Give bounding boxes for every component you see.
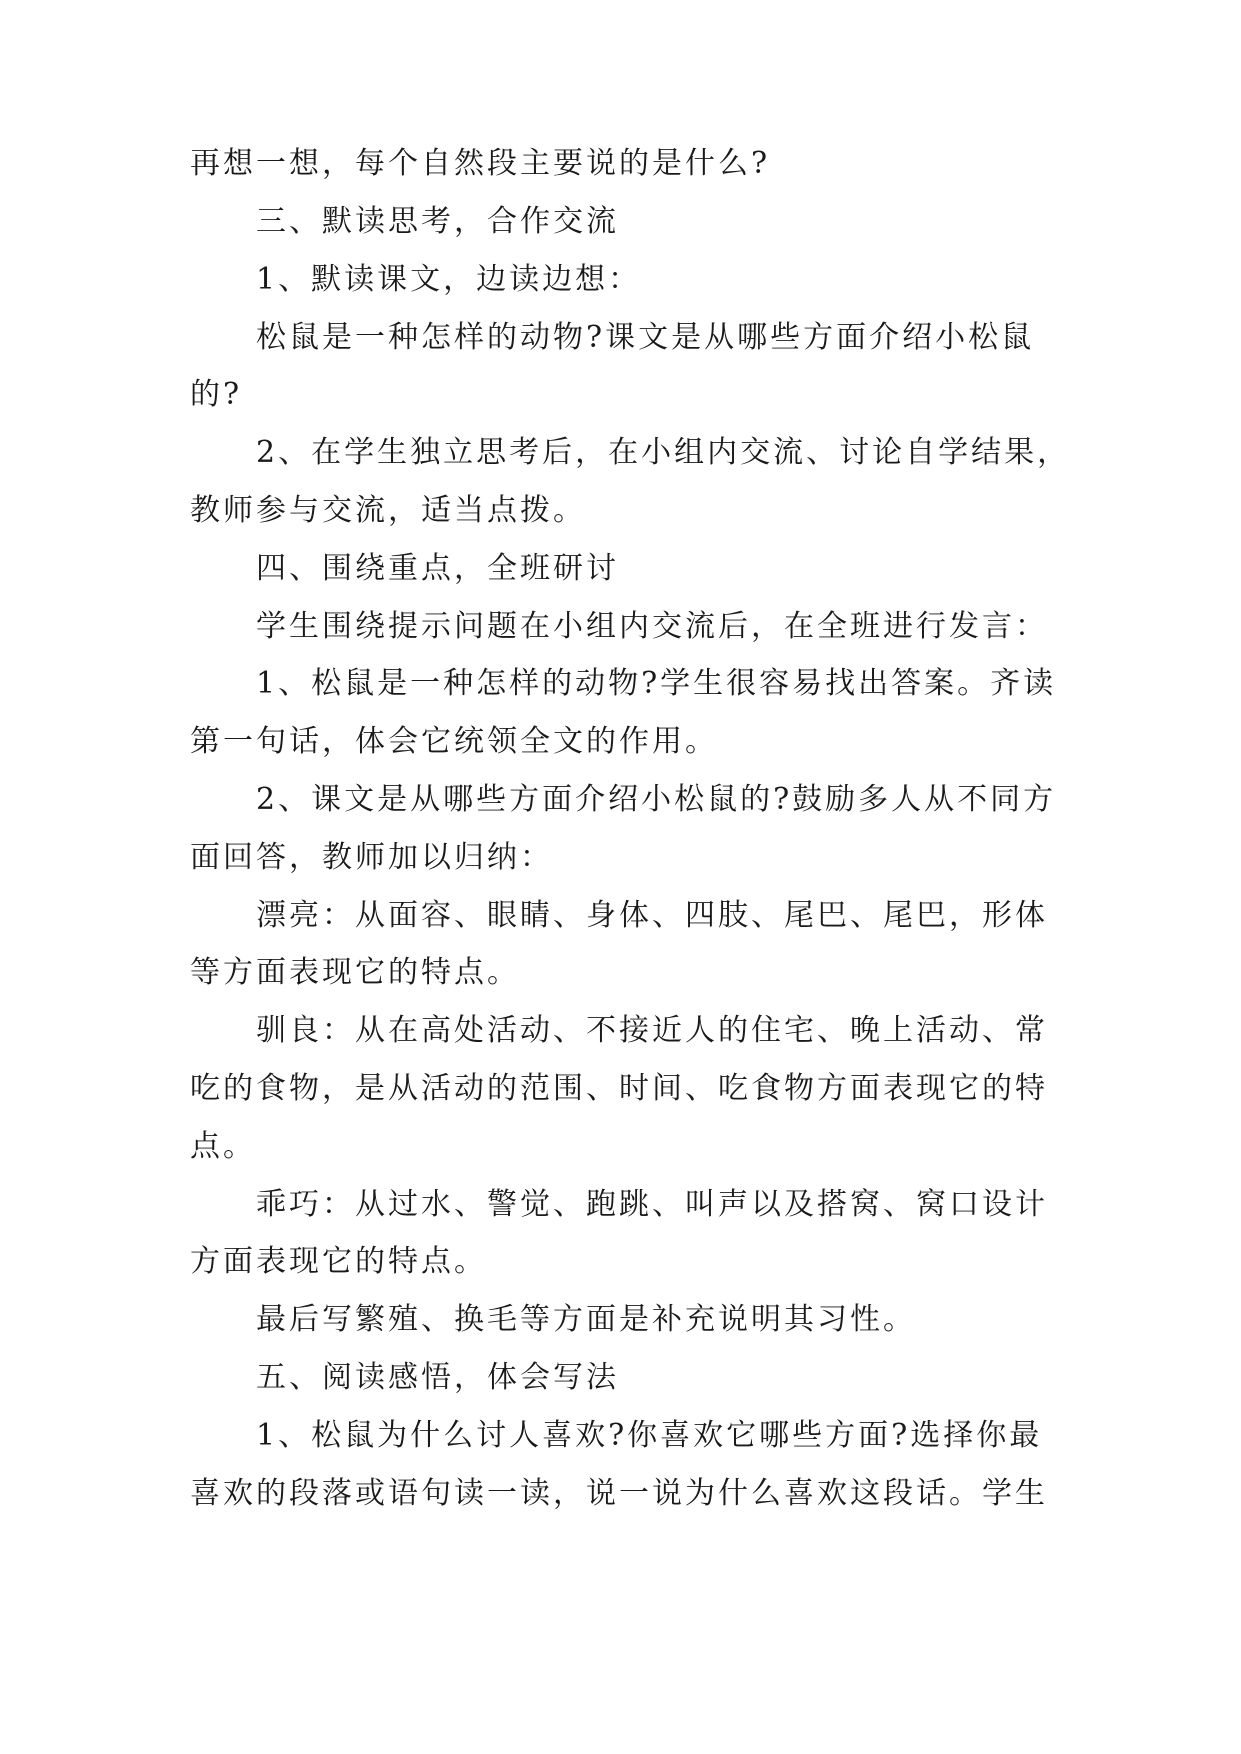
text-line: 点。: [190, 1129, 256, 1164]
text-line: 再想一想，每个自然段主要说的是什么?: [190, 146, 771, 181]
text-line: 驯良：从在高处活动、不接近人的住宅、晚上活动、常: [256, 1013, 1048, 1048]
text-line: 1、松鼠是一种怎样的动物?学生很容易找出答案。齐读: [256, 666, 1057, 701]
text-line: 第一句话，体会它统领全文的作用。: [190, 724, 718, 759]
text-line: 方面表现它的特点。: [190, 1244, 487, 1279]
text-line: 的?: [190, 377, 243, 412]
text-line: 漂亮：从面容、眼睛、身体、四肢、尾巴、尾巴，形体: [256, 898, 1048, 933]
text-line: 学生围绕提示问题在小组内交流后，在全班进行发言：: [256, 609, 1048, 644]
text-line: 2、在学生独立思考后，在小组内交流、讨论自学结果，: [256, 435, 1071, 470]
text-line: 松鼠是一种怎样的动物?课文是从哪些方面介绍小松鼠: [256, 320, 1035, 355]
text-line: 2、课文是从哪些方面介绍小松鼠的?鼓励多人从不同方: [256, 782, 1057, 817]
section-heading: 四、围绕重点，全班研讨: [256, 551, 619, 586]
text-line: 教师参与交流，适当点拨。: [190, 493, 586, 528]
section-heading: 五、阅读感悟，体会写法: [256, 1360, 619, 1395]
text-line: 乖巧：从过水、警觉、跑跳、叫声以及搭窝、窝口设计: [256, 1187, 1048, 1222]
text-line: 喜欢的段落或语句读一读，说一说为什么喜欢这段话。学生: [190, 1476, 1048, 1511]
text-line: 1、松鼠为什么讨人喜欢?你喜欢它哪些方面?选择你最: [256, 1418, 1043, 1453]
text-line: 1、默读课文，边读边想：: [256, 262, 642, 297]
text-line: 最后写繁殖、换毛等方面是补充说明其习性。: [256, 1302, 916, 1337]
text-line: 面回答，教师加以归纳：: [190, 840, 553, 875]
text-line: 吃的食物，是从活动的范围、时间、吃食物方面表现它的特: [190, 1071, 1048, 1106]
section-heading: 三、默读思考，合作交流: [256, 204, 619, 239]
text-line: 等方面表现它的特点。: [190, 955, 520, 990]
